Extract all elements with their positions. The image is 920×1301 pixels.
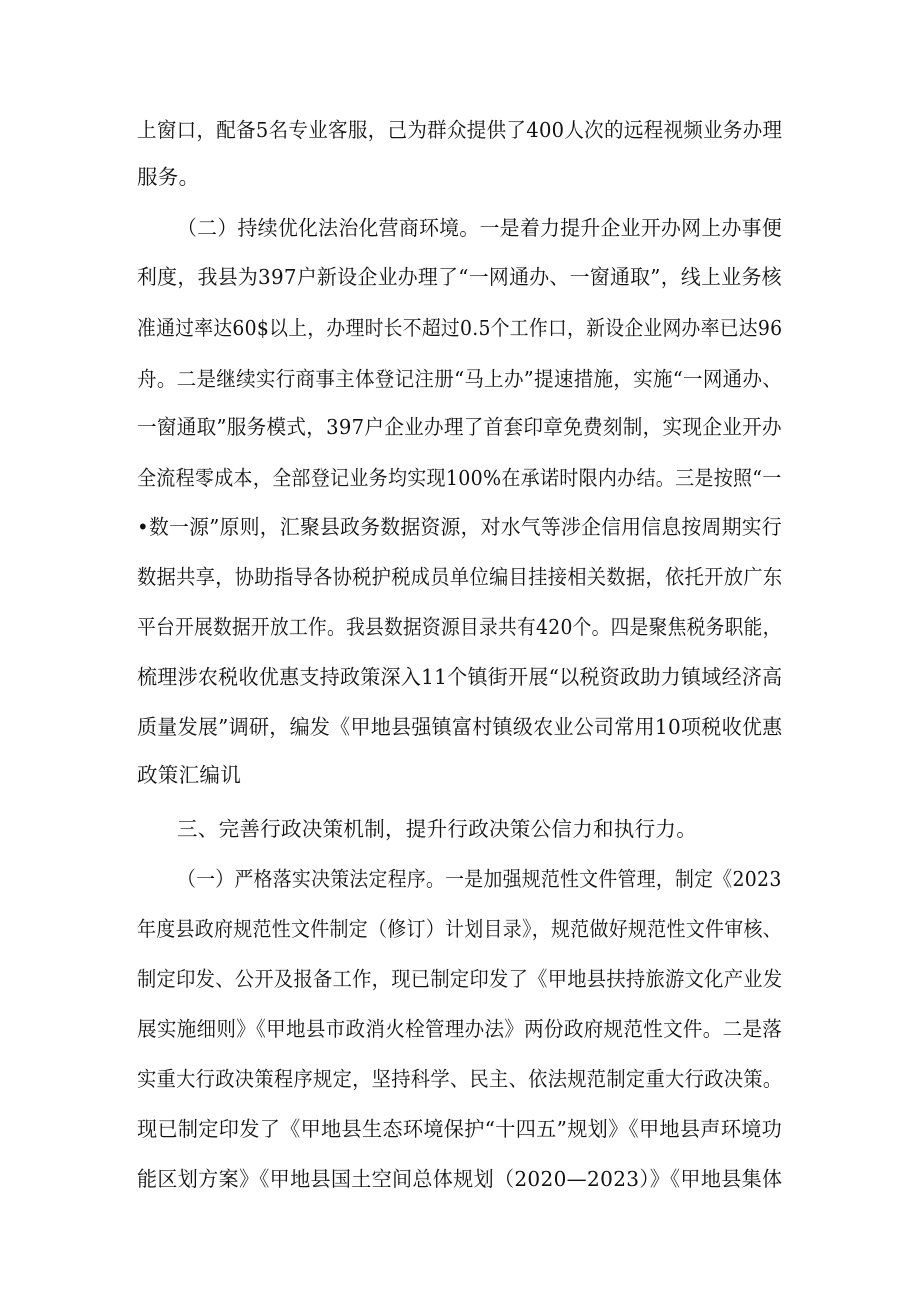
text-line: 政策汇编讥 (137, 763, 241, 787)
text-line: 一窗通取”服务模式，397户企业办理了首套印章免费刻制，实现企业开办 (137, 415, 782, 439)
text-line: 利度，我县为397户新设企业办理了“一网通办、一窗通取”，线上业务核 (137, 265, 782, 289)
text-line: •数一源”原则，汇聚县政务数据资源，对水气等涉企信用信息按周期实行 (137, 515, 782, 539)
text-line: 制定印发、公开及报备工作，现已制定印发了《甲地县扶持旅游文化产业发 (137, 967, 783, 991)
text-line: 全流程零成本，全部登记业务均实现100%在承诺时限内办结。三是按照“一 (137, 466, 782, 490)
text-line: 服务。 (137, 165, 200, 189)
text-line: 实重大行政决策程序规定，坚持科学、民主、依法规范制定重大行政决策。 (137, 1067, 783, 1091)
text-line: 梳理涉农税收优惠支持政策深入11个镇街开展“以税资政助力镇域经济高 (137, 665, 783, 689)
text-line: （一）严格落实决策法定程序。一是加强规范性文件管理，制定《2023 (177, 867, 782, 891)
text-line: 平台开展数据开放工作。我县数据资源目录共有420个。四是聚焦税务职能， (137, 615, 782, 639)
text-line: （二）持续优化法治化营商环境。一是着力提升企业开办网上办事便 (177, 216, 782, 240)
text-line: 现已制定印发了《甲地县生态环境保护“十四五”规划》《甲地县声环境功 (137, 1117, 783, 1141)
section-heading: 三、完善行政决策机制，提升行政决策公信力和执行力。 (177, 817, 697, 841)
text-line: 年度县政府规范性文件制定（修订）计划目录》，规范做好规范性文件审核、 (137, 917, 782, 941)
text-line: 准通过率达60$以上，办理时长不超过0.5个工作口，新设企业网办率已达96 (137, 316, 783, 340)
text-line: 上窗口，配备5名专业客服，己为群众提供了400人次的远程视频业务办理 (137, 118, 783, 142)
text-line: 数据共享，协助指导各协税护税成员单位编目挂接相关数据，依托开放广东 (137, 565, 783, 589)
text-line: 能区划方案》《甲地县国土空间总体规划（2020—2023）》《甲地县集体 (137, 1167, 783, 1191)
text-line: 质量发展”调研，编发《甲地县强镇富村镇级农业公司常用10项税收优惠 (137, 715, 783, 739)
text-line: 展实施细则》《甲地县市政消火栓管理办法》两份政府规范性文件。二是落 (137, 1017, 783, 1041)
text-line: 舟。二是继续实行商事主体登记注册“马上办”提速措施，实施“一网通办、 (137, 367, 783, 391)
